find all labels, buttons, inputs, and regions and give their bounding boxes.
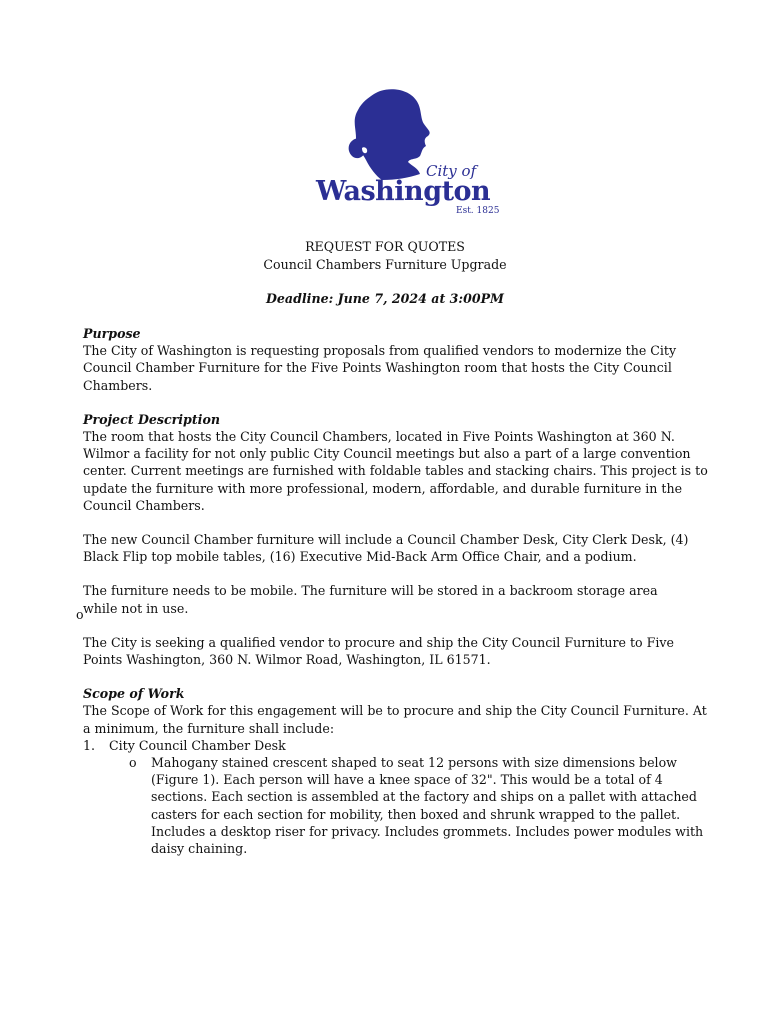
- logo-est: Est. 1825: [456, 206, 500, 216]
- city-logo: [312, 88, 512, 220]
- scope-heading: Scope of Work: [83, 686, 185, 702]
- deadline: Deadline: June 7, 2024 at 3:00PM: [265, 291, 504, 306]
- document-body: [83, 325, 713, 857]
- purpose-text: The City of Washington is requesting proposals from qualified vendors to modernize the City Council Chamber Furniture for the Five Points Washington room that hosts the City Council Chambers.: [83, 343, 677, 393]
- document-header: [0, 238, 770, 274]
- logo-name: Washington: [316, 176, 491, 207]
- list-number: 1.: [83, 737, 96, 753]
- list-item-label: City Council Chamber Desk: [109, 737, 286, 753]
- scope-text: The Scope of Work for this engagement will be to procure and ship the City Council Furniture. At a minimum, the furniture shall include:: [83, 703, 707, 736]
- sub-list-text: Mahogany stained crescent shaped to seat 12 persons with size dimensions below (Figure 1). Each person will have a knee space of 32". This would be a total of 4 sections. Each section is assembled at the factory and ships on a pallet with attached casters for each section for mobility, then boxed and shrunk wrapped to the pallet. Includes a desktop riser for privacy. Includes grommets. Includes power modules with daisy chaining.: [151, 755, 704, 857]
- stray-bullet: o: [76, 607, 84, 622]
- title: REQUEST FOR QUOTES: [305, 239, 465, 254]
- project-paragraph-4: The City is seeking a qualified vendor to procure and ship the City Council Furniture to Five Points Washington, 360 N. Wilmor Road, Washington, IL 61571.: [83, 634, 674, 668]
- purpose-heading: Purpose: [83, 326, 141, 341]
- list-item: [83, 737, 713, 754]
- project-paragraph-2: The new Council Chamber furniture will include a Council Chamber Desk, City Clerk Desk, (4) Black Flip top mobile tables, (16) Executive Mid-Back Arm Office Chair, and a podium.: [83, 532, 689, 565]
- logo-city-of: City of: [426, 162, 477, 180]
- project-heading: Project Description: [83, 411, 221, 427]
- subtitle: Council Chambers Furniture Upgrade: [263, 257, 507, 272]
- sub-list-bullet: o: [129, 755, 137, 771]
- sub-list-item: [129, 754, 713, 857]
- project-paragraph-3: The furniture needs to be mobile. The furniture will be stored in a backroom storage area while not in use.: [83, 583, 658, 616]
- project-paragraph-1: The room that hosts the City Council Chambers, located in Five Points Washington at 360 N. Wilmor a facility for not only public City Council meetings but also a part of a large convention center. Current meetings are furnished with foldable tables and stacking chairs. This project is to update the furniture with more professional, modern, affordable, and durable furniture in the Council Chambers.: [83, 429, 708, 513]
